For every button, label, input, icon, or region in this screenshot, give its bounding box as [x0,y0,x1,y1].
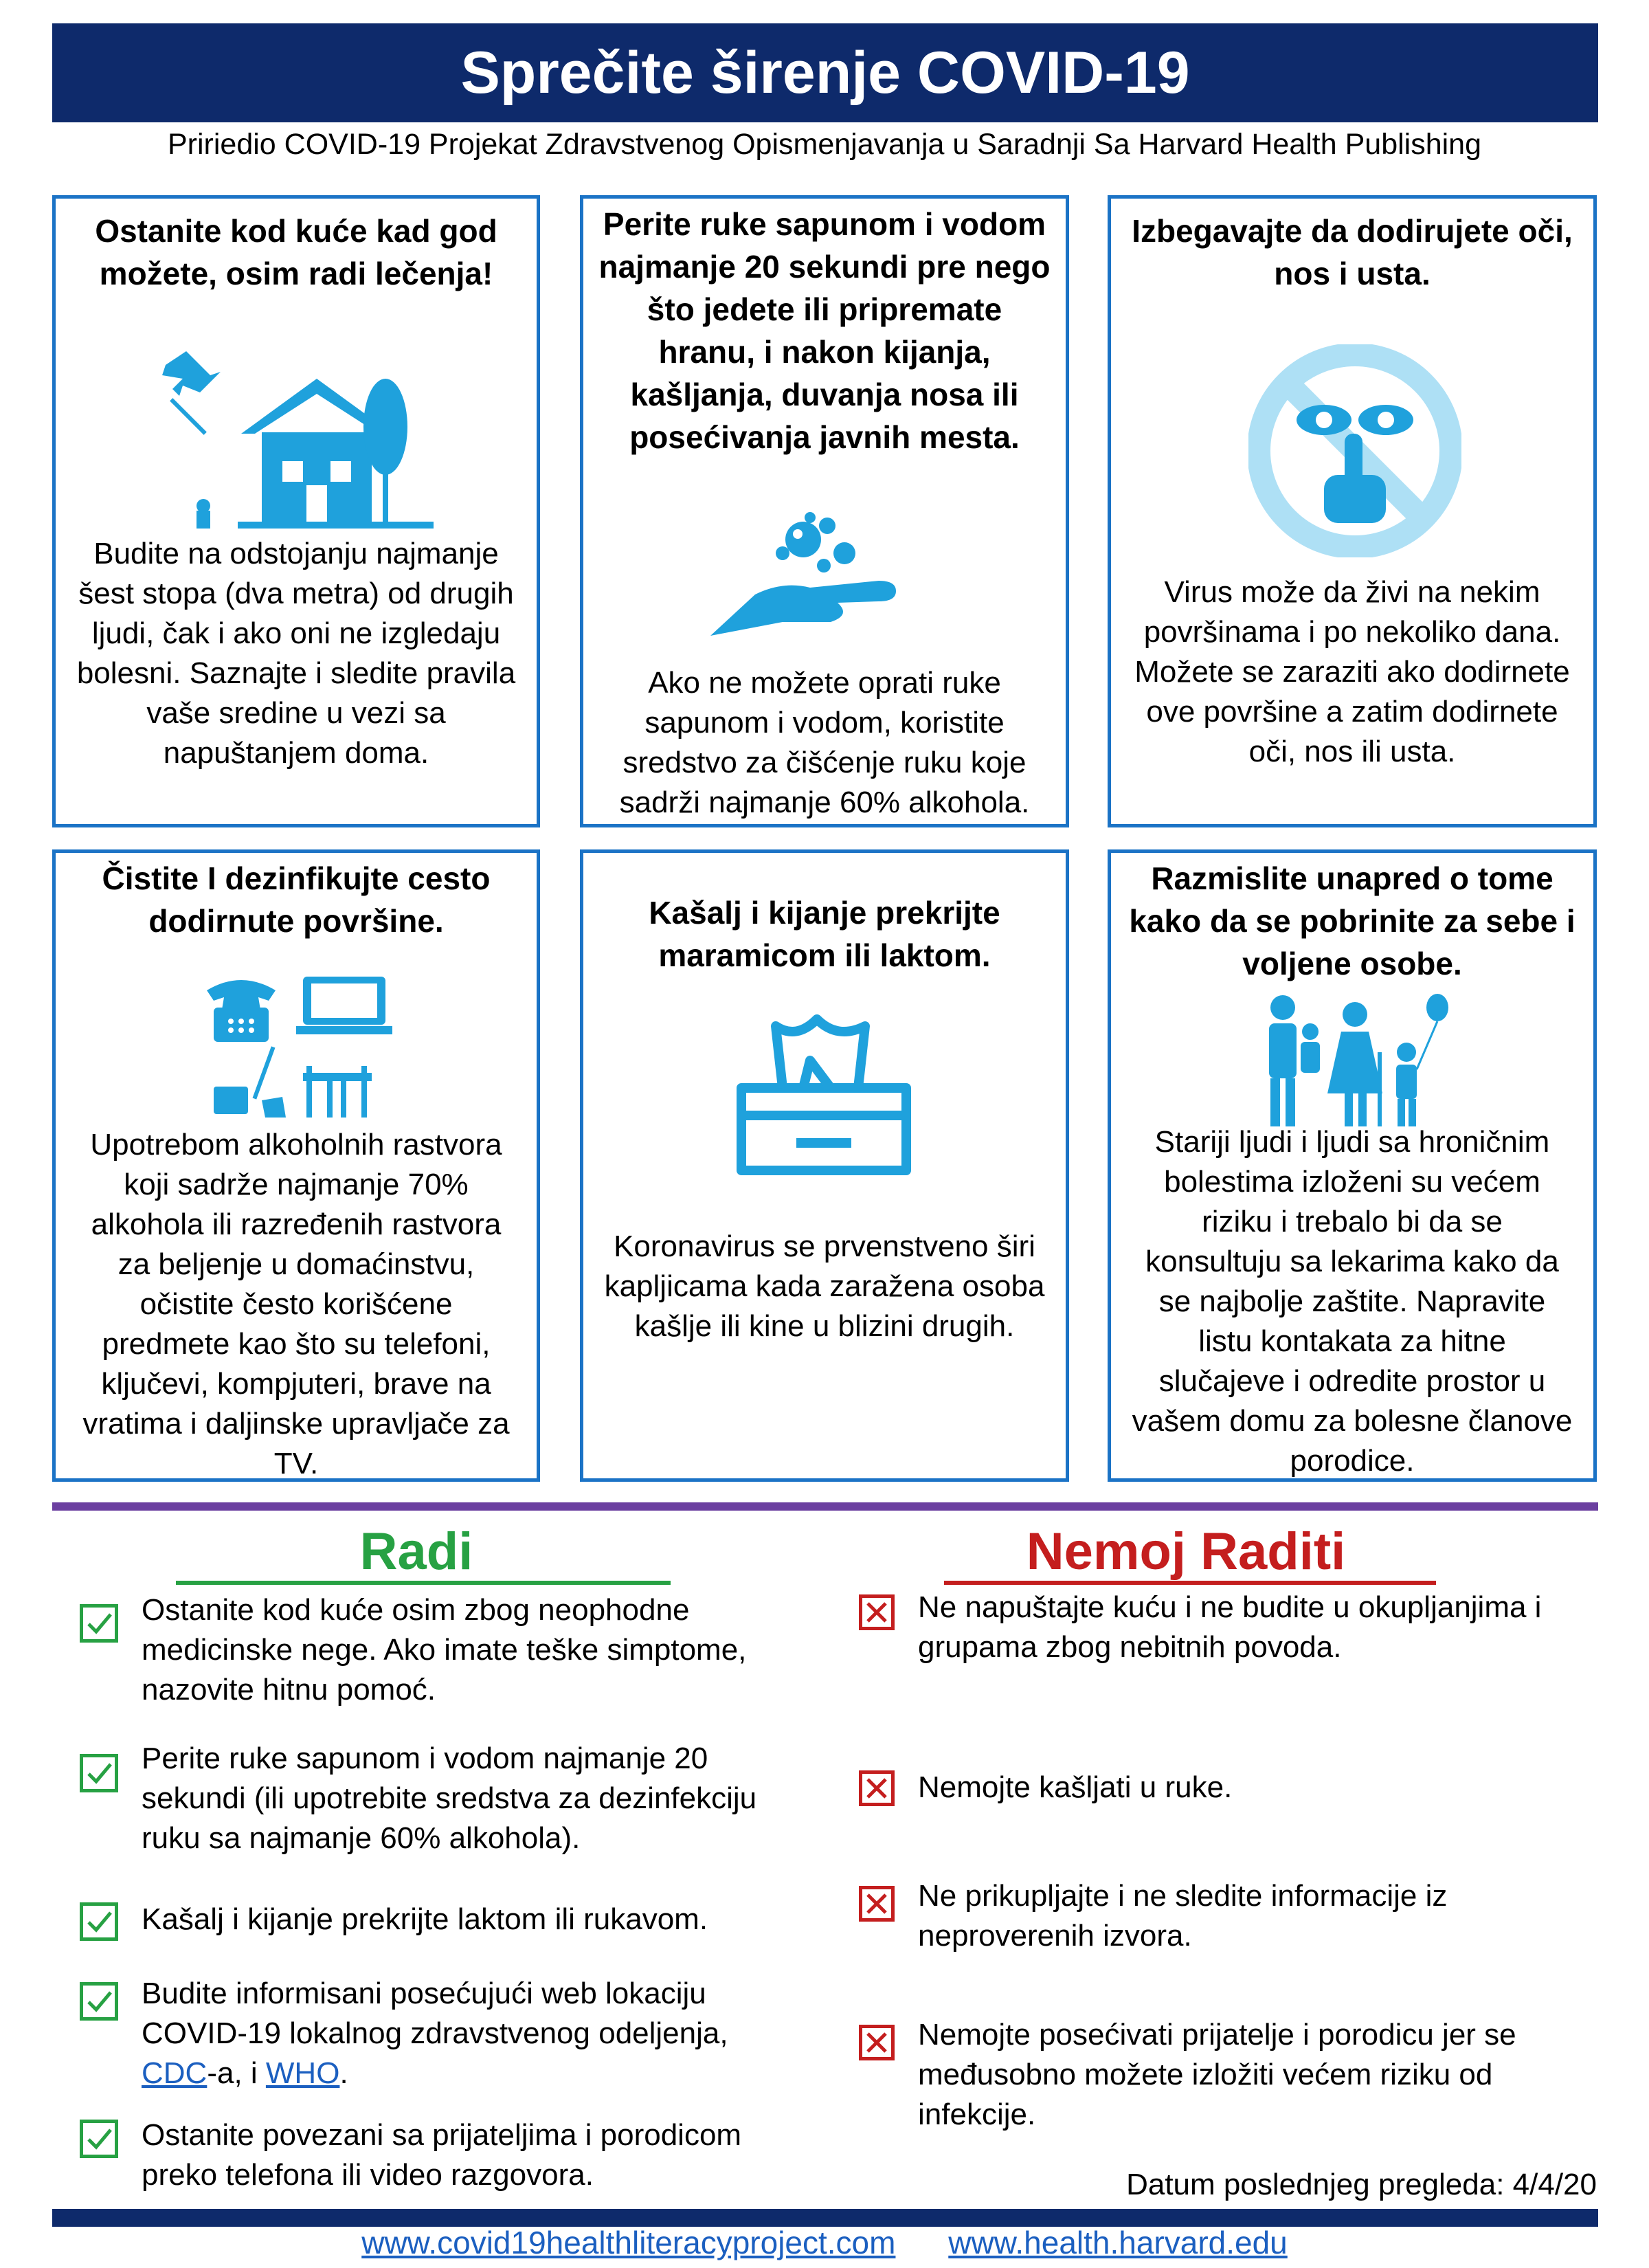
tissue-box-icon [734,1012,913,1177]
surfaces-icon [200,970,399,1121]
card-wash-hands [580,195,1069,827]
handwash-icon [707,512,913,649]
footer-link-covid19[interactable]: www.covid19healthliteracyproject.com [361,2225,896,2260]
dont-heading-underline [944,1581,1436,1585]
cross-icon [859,1886,895,1922]
check-icon [80,1982,118,2021]
card-body: Koronavirus se prvenstveno širi kapljicama kada zaražena osoba kašlje ili kine u blizini drugih. [604,1230,1045,1343]
cross-icon [859,1770,895,1806]
card-stay-home [52,195,540,827]
dont-item: Nemojte kašljati u ruke. [918,1770,1233,1804]
cross-icon [859,2025,895,2060]
card-body: Virus može da živi na nekim površinama i po nekoliko dana. Možete se zaraziti ako dodirnete ove površine a zatim dodirnete oči, nos ili usta. [1134,575,1570,768]
page-title: Sprečite širenje COVID-19 [52,23,1598,122]
no-touch-face-icon [1248,344,1461,557]
check-icon [80,1902,118,1941]
section-divider [52,1502,1598,1511]
card-disinfect [52,849,540,1482]
house-icon [159,351,434,537]
dont-item: Ne prikupljajte i ne sledite informacije iz neproverenih izvora. [918,1879,1448,1953]
do-item: Kašalj i kijanje prekrijte laktom ili rukavom. [142,1902,708,1936]
card-body: Budite na odstojanju najmanje šest stopa (dva metra) od drugih ljudi, čak i ako oni ne izgledaju bolesni. Saznajte i sledite pravila vaše sredine u vezi sa napuštanjem doma. [76,537,516,770]
do-item: Ostanite povezani sa prijateljima i porodicom preko telefona ili video razgovora. [142,2118,742,2192]
cross-icon [859,1594,895,1630]
check-icon [80,2120,118,2158]
check-icon [80,1604,118,1643]
page-subtitle: Pririedio COVID-19 Projekat Zdravstvenog Opismenjavanja u Saradnji Sa Harvard Health Publishing [167,128,1482,161]
do-item-mid-text: -a, i [207,2056,266,2090]
check-icon [80,1754,118,1792]
card-body: Upotrebom alkoholnih rastvora koji sadrže najmanje 70% alkohola ili razređenih rastvora za beljenje u domaćinstvu, očistite često korišćene predmete kao što su telefoni, ključevi, kompjuteri, brave na vratima i daljinske upravljače za TV. [82,1128,510,1480]
card-title: Izbegavajte da dodirujete oči, nos i usta. [1132,213,1573,291]
do-item [142,1974,801,2093]
card-avoid-face [1108,195,1597,827]
do-item: Ostanite kod kuće osim zbog neophodne medicinske nege. Ako imate teške simptome, nazovite hitnu pomoć. [142,1593,747,1706]
footer-link-harvard[interactable]: www.health.harvard.edu [948,2225,1288,2260]
do-heading: Radi [359,1522,473,1581]
card-body: Stariji ljudi i ljudi sa hroničnim bolestima izloženi su većem riziku i trebalo bi da se konsultuju sa lekarima kako da se najbolje zaštite. Napravite listu kontakata za hitne slučajeve i odredite prostor u vašem domu za bolesne članove porodice. [1132,1125,1573,1478]
card-title: Perite ruke sapunom i vodom najmanje 20 sekundi pre nego što jedete ili pripremate hranu, i nakon kijanja, kašljanja, duvanja nosa ili posećivanja javnih mesta. [598,206,1051,455]
dont-item: Ne napuštajte kuću i ne budite u okupljanjima i grupama zbog nebitnih povoda. [918,1590,1542,1664]
dont-heading: Nemoj Raditi [1026,1522,1346,1581]
card-plan-ahead [1108,849,1597,1482]
do-heading-underline [176,1581,671,1585]
card-title: Kašalj i kijanje prekrijte maramicom ili laktom. [649,895,1000,973]
do-item-end-text: . [339,2056,348,2090]
footer-links [0,2224,1649,2261]
do-item-text: Budite informisani posećujući web lokaciju COVID-19 lokalnog zdravstvenog odeljenja, [142,1977,728,2050]
card-title: Čistite I dezinfikujte cesto dodirnute površine. [102,860,491,939]
family-icon [1255,990,1455,1128]
card-title: Ostanite kod kuće kad god možete, osim radi lečenja! [95,213,497,291]
who-link[interactable]: WHO [265,2056,340,2090]
do-item: Perite ruke sapunom i vodom najmanje 20 sekundi (ili upotrebite sredstva za dezinfekciju ruku sa najmanje 60% alkohola). [142,1742,757,1855]
cdc-link[interactable]: CDC [142,2056,207,2090]
card-body: Ako ne možete oprati ruke sapunom i vodom, koristite sredstvo za čišćenje ruku koje sadrži najmanje 60% alkohola. [619,666,1030,819]
card-title: Razmislite unapred o tome kako da se pobrinite za sebe i voljene osobe. [1129,860,1575,981]
review-date: Datum poslednjeg pregleda: 4/4/20 [1126,2168,1597,2201]
card-cover-cough [580,849,1069,1482]
dont-item: Nemojte posećivati prijatelje i porodicu jer se međusobno možete izložiti većem riziku od infekcije. [918,2018,1516,2131]
